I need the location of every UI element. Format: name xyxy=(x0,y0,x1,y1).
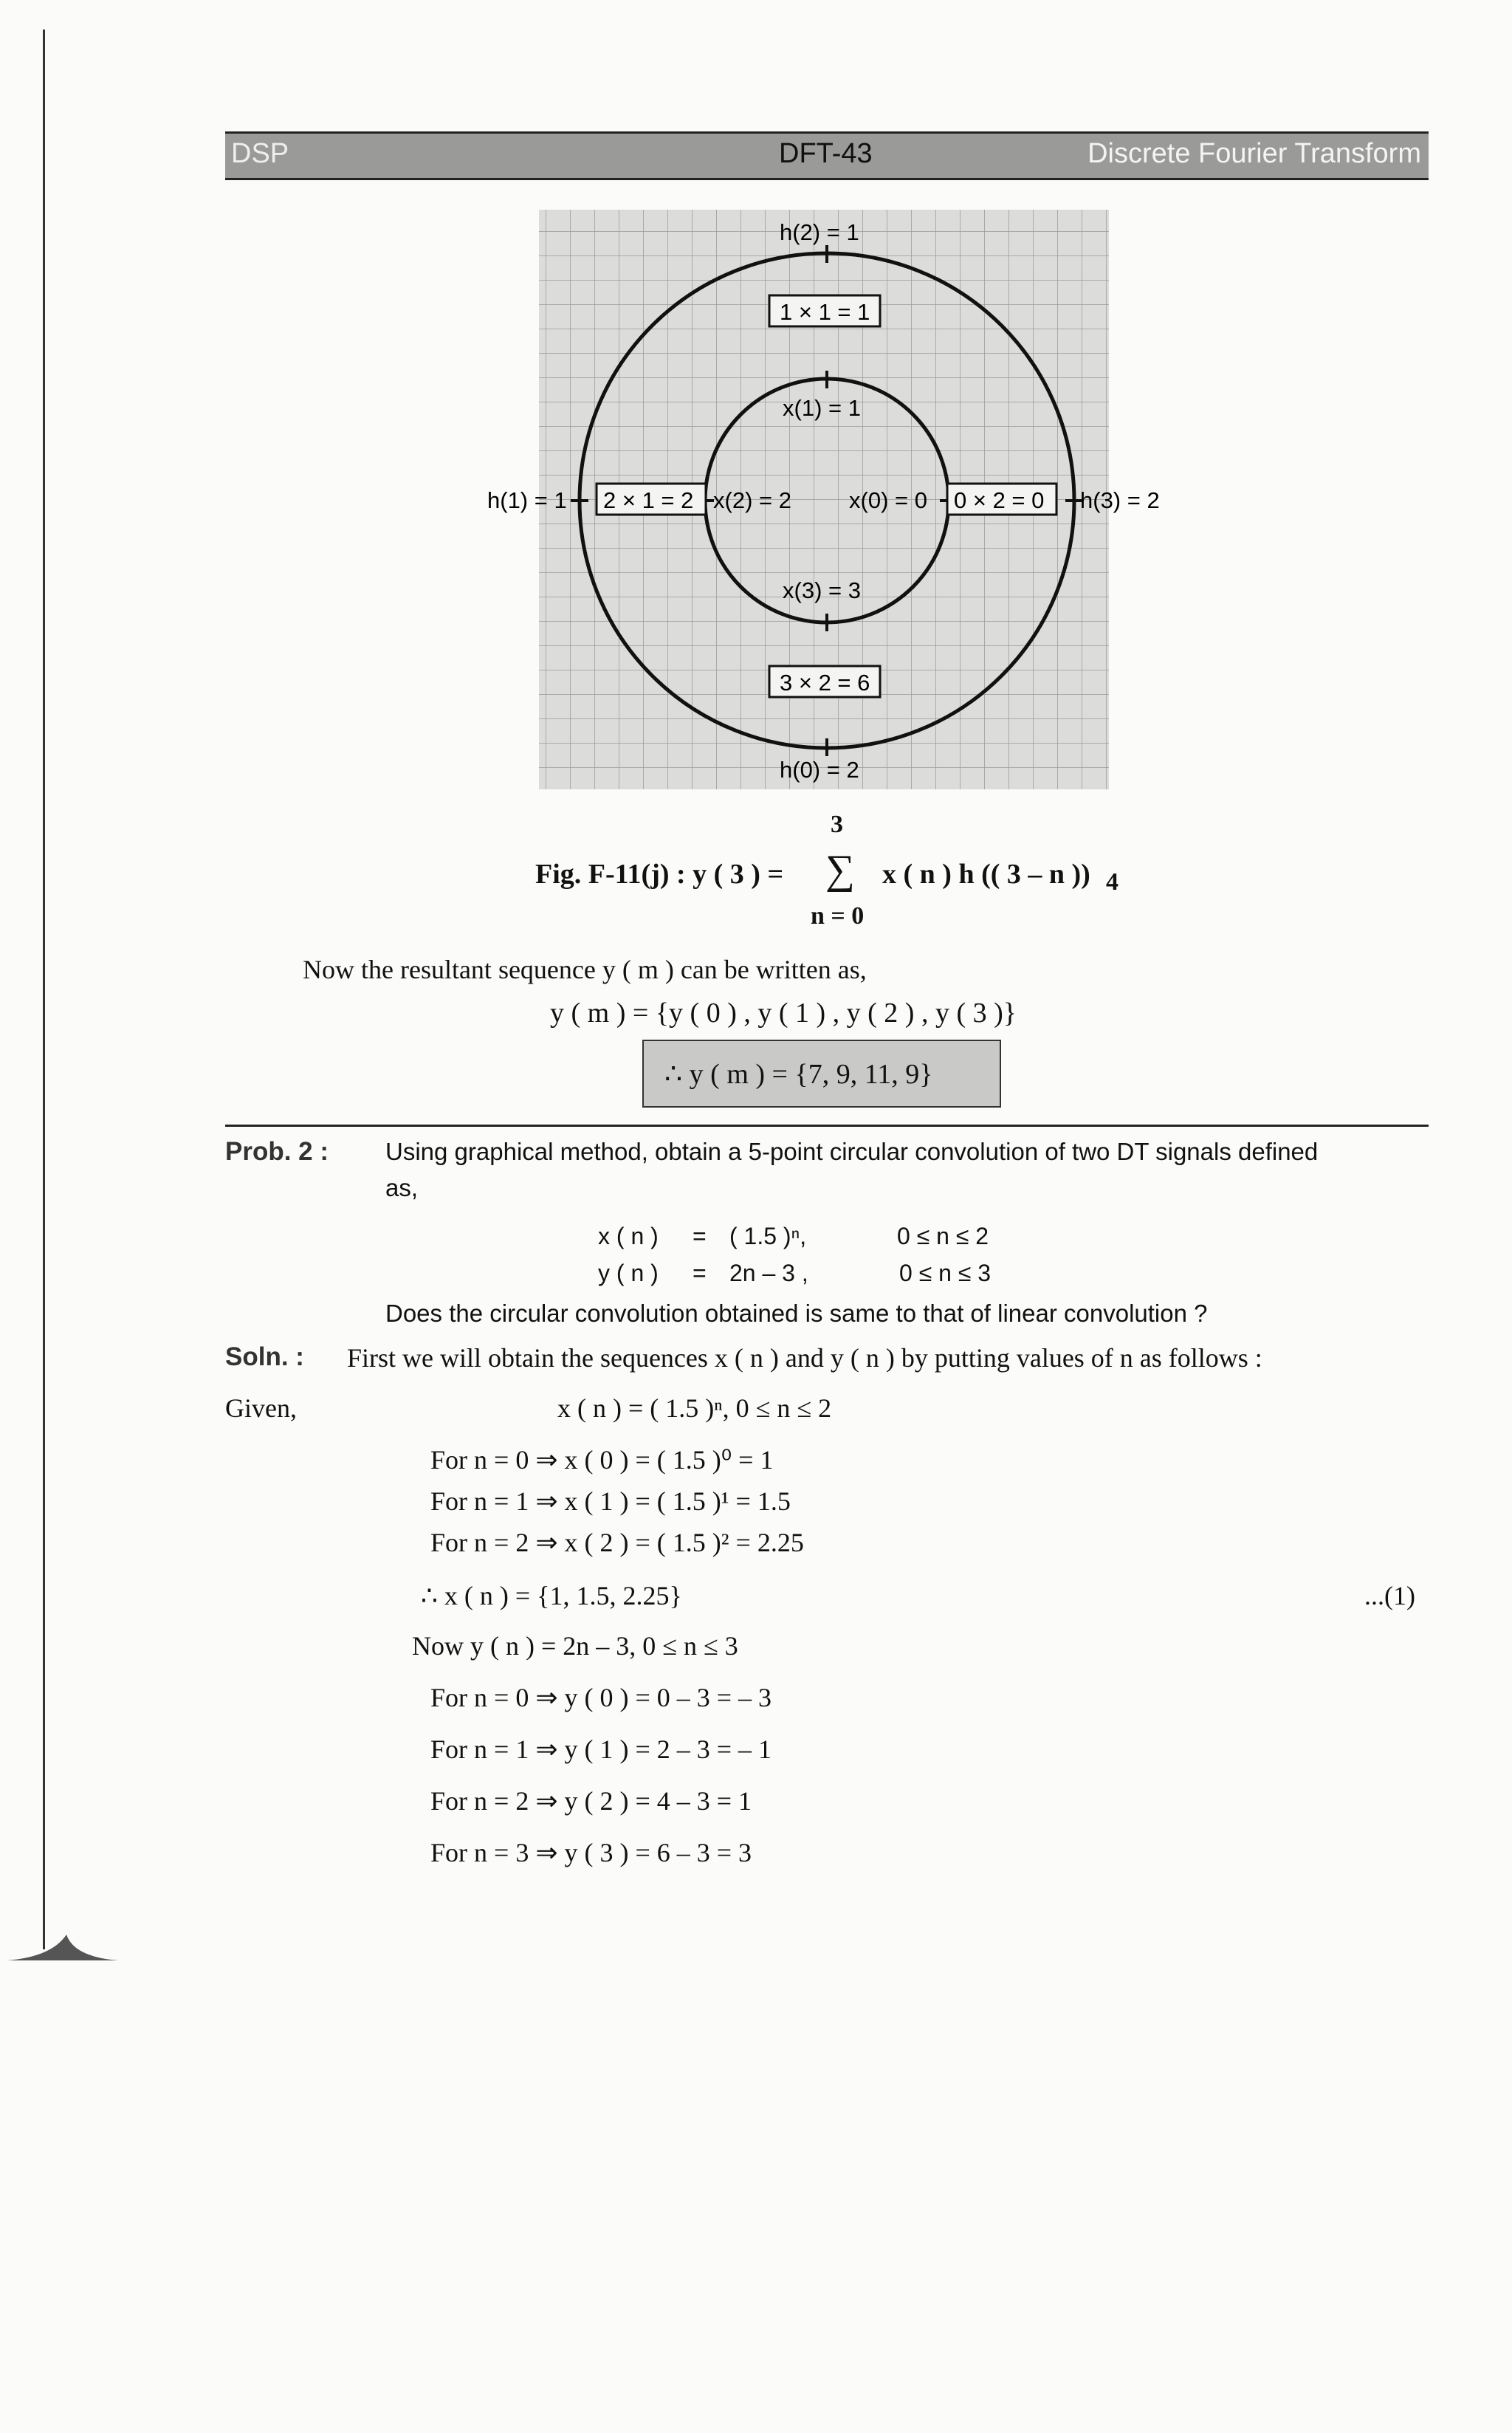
h1-label: h(1) = 1 xyxy=(487,487,567,513)
h3-label: h(3) = 2 xyxy=(1080,487,1160,513)
product-top-label: 1 × 1 = 1 xyxy=(780,299,870,325)
def-y-rhs: 2n – 3 , xyxy=(729,1260,808,1286)
caption-subscript: 4 xyxy=(1106,868,1118,896)
figure-caption: Fig. F-11(j) : y ( 3 ) = xyxy=(535,859,784,890)
y2-computation: For n = 2 ⇒ y ( 2 ) = 4 – 3 = 1 xyxy=(430,1786,752,1816)
x2-label: x(2) = 2 xyxy=(713,487,791,513)
circular-convolution-figure xyxy=(472,207,1196,797)
caption-sum-upper: 3 xyxy=(831,811,843,838)
h0-label: h(0) = 2 xyxy=(780,757,859,783)
product-right-label: 0 × 2 = 0 xyxy=(954,487,1045,513)
x0-computation: For n = 0 ⇒ x ( 0 ) = ( 1.5 )⁰ = 1 xyxy=(430,1445,774,1475)
product-bottom-label: 3 × 2 = 6 xyxy=(780,670,870,696)
ym-result: ∴ y ( m ) = {7, 9, 11, 9} xyxy=(664,1059,933,1090)
header-center: DFT-43 xyxy=(779,138,873,169)
page-binding-line xyxy=(43,30,45,1949)
section-divider xyxy=(225,1125,1429,1127)
x3-label: x(3) = 3 xyxy=(783,577,861,603)
x2-computation: For n = 2 ⇒ x ( 2 ) = ( 1.5 )² = 2.25 xyxy=(430,1528,804,1557)
product-left-label: 2 × 1 = 2 xyxy=(603,487,694,513)
y1-computation: For n = 1 ⇒ y ( 1 ) = 2 – 3 = – 1 xyxy=(430,1734,772,1764)
given-label: Given, xyxy=(225,1393,297,1423)
sigma-symbol: ∑ xyxy=(825,847,855,893)
def-x-rhs: ( 1.5 )ⁿ, xyxy=(729,1223,807,1249)
x1-computation: For n = 1 ⇒ x ( 1 ) = ( 1.5 )¹ = 1.5 xyxy=(430,1486,791,1516)
def-x-lhs: x ( n ) xyxy=(598,1223,659,1249)
soln-line: First we will obtain the sequences x ( n ) and y ( n ) by putting values of n as follows : xyxy=(347,1343,1262,1373)
binding-smudge xyxy=(7,1920,118,1964)
caption-sum-lower: n = 0 xyxy=(811,902,865,930)
ym-definition: y ( m ) = {y ( 0 ) , y ( 1 ) , y ( 2 ) , y ( 3 )} xyxy=(550,998,1017,1029)
prob-line-1: Using graphical method, obtain a 5-point circular convolution of two DT signals defined xyxy=(385,1138,1319,1165)
now-y-line: Now y ( n ) = 2n – 3, 0 ≤ n ≤ 3 xyxy=(412,1631,738,1661)
x-sequence: ∴ x ( n ) = {1, 1.5, 2.25} xyxy=(421,1581,682,1610)
x0-label: x(0) = 0 xyxy=(849,487,927,513)
now-resultant-line: Now the resultant sequence y ( m ) can be written as, xyxy=(303,955,867,984)
caption-expression: x ( n ) h (( 3 – n )) xyxy=(882,859,1090,890)
prob-label: Prob. 2 : xyxy=(225,1137,329,1166)
def-y-range: 0 ≤ n ≤ 3 xyxy=(899,1260,992,1286)
x1-label: x(1) = 1 xyxy=(783,395,861,421)
given-expression: x ( n ) = ( 1.5 )ⁿ, 0 ≤ n ≤ 2 xyxy=(557,1393,832,1423)
def-x-eq: = xyxy=(693,1223,707,1249)
def-y-eq: = xyxy=(693,1260,707,1286)
def-x-range: 0 ≤ n ≤ 2 xyxy=(897,1223,989,1249)
y0-computation: For n = 0 ⇒ y ( 0 ) = 0 – 3 = – 3 xyxy=(430,1683,772,1712)
equation-number: ...(1) xyxy=(1364,1581,1415,1610)
h2-label: h(2) = 1 xyxy=(780,219,859,245)
header-left: DSP xyxy=(231,138,289,169)
def-y-lhs: y ( n ) xyxy=(598,1260,659,1286)
header-right: Discrete Fourier Transform xyxy=(1087,138,1421,169)
prob-line-2: as, xyxy=(385,1174,419,1201)
question-line: Does the circular convolution obtained is same to that of linear convolution ? xyxy=(385,1300,1208,1327)
y3-computation: For n = 3 ⇒ y ( 3 ) = 6 – 3 = 3 xyxy=(430,1838,752,1867)
soln-label: Soln. : xyxy=(225,1342,304,1371)
page-header xyxy=(225,131,1429,180)
